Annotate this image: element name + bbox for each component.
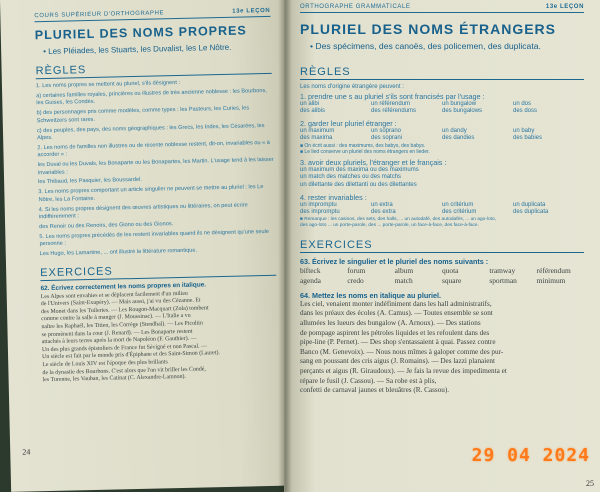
right-page-number: 25 [586, 479, 594, 488]
left-page-number: 24 [22, 447, 31, 457]
exercise-63-row [300, 276, 584, 286]
exercise-line: attachés à leurs terres après la mort de Napoléon (F. Gauthier). — [41, 335, 197, 346]
rule-item: a) certaines familles royales, princières ou illustres de très ancienne noblesse : les Bourbons, les Guises, les Condés. [36, 87, 267, 107]
rule-2-singulars [300, 128, 584, 136]
word: un duplicata [513, 201, 546, 208]
word: des dandies [442, 135, 475, 142]
rule-item: les Duval ou les Duvals, les Bonaparte ou les Bonapartes, les Martin. L'usage tend à les laisser invariables : [37, 156, 274, 176]
word: des extra [371, 209, 396, 216]
word: bifteck [300, 265, 321, 275]
exercise-line: Le siècle de Louis XIV est l'époque des plus brillants [42, 359, 168, 369]
exercise-line: sang en poussant des cris aigus (J. Romains). — Des lazzi planaient [300, 357, 496, 366]
word: des impromptu [300, 209, 340, 216]
word: un extra [371, 201, 393, 208]
word: quota [441, 265, 459, 275]
word: un référendum [371, 100, 411, 107]
exercise-line: Un siècle est fait par le monde pris d'Épiphane et des Saint-Simon (Lauret). [42, 350, 221, 361]
right-header-lesson: 13e LEÇON [545, 4, 584, 10]
word: un dos [513, 100, 532, 107]
rule-4: 4. rester invariables : [300, 192, 367, 202]
exercise-line: Les ciel, venaient monter indéfiniment dans les hall administratifs, [300, 299, 492, 308]
exercise-line: Un des plus grands épistoliers de France fut Sévigné et non Pascal. — [41, 343, 208, 353]
exercise-line: Banco (M. Genevoix). — Nous nous mîmes à galoper comme des pur- [300, 347, 504, 356]
word: des duplicata [513, 209, 549, 216]
right-rules [300, 84, 584, 229]
word: un dandy [442, 127, 467, 134]
exercise-63-row [300, 266, 584, 276]
rule-4-note: ■ Remarque : les casinos, des sets, des halls, ... un autodafé, des autodafés, ... un ago-loto, [300, 216, 496, 222]
word: tramway [489, 265, 516, 275]
left-header-course: COURS SUPÉRIEUR D'ORTHOGRAPHE [34, 10, 165, 20]
rules-intro: Les noms d'origine étrangère peuvent : [300, 84, 404, 90]
rule-item: 2. Les noms de familles non illustres ou de récente noblesse restent, dit-on, invariables ou « à accorder » : [37, 139, 270, 159]
word: un soprano [371, 127, 402, 134]
left-header [34, 8, 270, 22]
word: un baby [513, 127, 535, 134]
word: agenda [300, 275, 321, 285]
rule-item: c) des peuples, des pays, des noms géographiques : les Grecs, les Indes, les Césarées, les Alpes. [36, 122, 265, 142]
exercise-line: Les Alpes sont envahies et se déplacent facilement d'un milieu [40, 290, 188, 300]
word: square [441, 275, 462, 285]
rule-item: les Thibaud, les Pasquier, les Boussardel. [38, 177, 142, 186]
exercise-62-title: 62. Écrivez correctement les noms propres en italique. [40, 281, 207, 292]
exercise-64-title: 64. Mettez les noms en italique au pluriel. [300, 290, 441, 300]
rule-3-line: un maximum des maxima ou des maximums [300, 166, 419, 173]
exercise-line: perçants et aigus (R. Giraudoux). — Je fais la revue des impedimenta et [300, 366, 507, 375]
exercise-line: de la dynastie des Bourbons. C'est alors que l'on vit briller les Condé, [42, 365, 206, 376]
exercise-line: répare le fusil (J. Cassou). — Sa robe est à plis, [300, 376, 437, 385]
word: des référendums [371, 108, 417, 115]
word: sportman [489, 275, 517, 285]
rule-item: 1. Les noms propres se mettent au pluriel, s'ils désignent : [35, 79, 181, 90]
exercise-line: naître les Raphaël, les Titien, les Corrège (Stendhal). — Les Picoltin [41, 320, 203, 331]
rule-item: Les Hugo, les Lamartine, ... ont illustré la littérature romantique. [39, 247, 198, 258]
word: forum [347, 265, 366, 275]
left-rules-list [36, 78, 276, 259]
left-page-subtitle: • Les Pléiades, les Stuarts, les Duvalist, les Le Nôtre. [43, 42, 232, 57]
right-header [300, 4, 584, 13]
word: des bungalows [442, 108, 483, 115]
left-rules-heading: RÈGLES [35, 60, 271, 79]
rule-3-line: un dilettante des dilettanti ou des dilettantes [300, 181, 417, 188]
word: des alibis [300, 108, 326, 115]
rule-item: b) des personnages pris comme modèles, comme types : les Pasteurs, les Curies, les Schweitzers sont rares. [36, 105, 250, 124]
rule-3-line: un match des matches ou des matchs [300, 174, 402, 181]
right-header-course: ORTHOGRAPHE GRAMMATICALE [300, 4, 411, 10]
right-page-title: PLURIEL DES NOMS ÉTRANGERS [300, 21, 556, 37]
word: un critérium [442, 201, 474, 208]
right-rules-heading: RÈGLES [300, 66, 584, 80]
word: des critérium [442, 209, 477, 216]
exercise-64-text [300, 300, 584, 396]
exercise-line: les Turenne, les Vauban, les Catinat (C. Alexandre-Lamnon). [42, 374, 187, 384]
date-stamp: 29 04 2024 [471, 445, 590, 466]
right-exercises-heading: EXERCICES [300, 239, 584, 253]
rule-4-singulars [300, 202, 584, 210]
word: des doss [513, 108, 538, 115]
word: credo [347, 275, 364, 285]
word: un bungalow [442, 100, 477, 107]
rule-item: 5. Les noms propres précédés de les restent invariables quand ils ne désignent qu'une seule personne : [39, 228, 270, 248]
left-page-title: PLURIEL DES NOMS PROPRES [34, 23, 247, 43]
rule-4-plurals [300, 209, 584, 217]
word: un maximum [300, 127, 335, 134]
rule-2-note: ■ Le lied conserve un pluriel des noms étrangers en lieder. [300, 149, 430, 156]
exercise-line: se promènent dans la cour (J. Renard). — Les Bonaparte restent [41, 328, 193, 338]
right-page-subtitle: • Des spécimens, des canoës, des policemen, des duplicata. [310, 41, 541, 51]
word: des babies [513, 135, 543, 142]
rule-2-plurals [300, 135, 584, 143]
word: minimum [536, 275, 566, 285]
rule-1: 1. prendre une s au pluriel s'ils sont francisés par l'usage : [300, 91, 485, 101]
word: des soprani [371, 135, 403, 142]
exercise-62-text [41, 288, 279, 384]
word: album [394, 265, 414, 275]
book-gutter [278, 0, 292, 492]
exercise-line: de pompage aspirent les pétroles liquides et les refoulent dans des [300, 328, 490, 337]
word: référendum [536, 265, 571, 275]
rule-2-note: ■ On écrit aussi : des maximums, des babys, des babys. [300, 142, 426, 149]
word: des maxima [300, 135, 333, 142]
rule-item: 3. Les noms propres comportant un article singulier ne peuvent se mettre au pluriel : les Le Nôtre, les La Fontaine. [38, 184, 264, 203]
right-page [284, 0, 600, 492]
exercise-line: comme contre la salle à manger (J. Moussinac). — L'Italie a vu [41, 313, 191, 323]
exercise-line: confetti de carnaval jaunes et bleuâtres (R. Cassou). [300, 386, 450, 395]
exercise-line: allumées les lueurs des bungalow (A. Arnoux). — Des stations [300, 318, 481, 327]
exercise-line: des Monet dans les Tuileries. — Les Rougon-Macquart (Zola) tombent [41, 305, 209, 315]
word: un impromptu [300, 201, 337, 208]
rule-item: des Renoir ou des Renoirs, des Giono ou des Gionos. [39, 221, 174, 231]
left-page [0, 0, 297, 492]
left-exercises-heading: EXERCICES [40, 261, 276, 280]
exercise-line: de l'Univers (Saint-Exupéry). — Mais aussi, j'ai vu des Cézanne. Et [40, 297, 201, 308]
exercise-63-title: 63. Écrivez le singulier et le pluriel des noms suivants : [300, 256, 489, 266]
rule-1-plurals [300, 108, 584, 116]
rule-item: 4. Si les noms propres désignent des œuvres artistiques ou littéraires, on peut écrire indifféremment : [38, 202, 248, 221]
rule-3: 3. avoir deux pluriels, l'étranger et le français : [300, 157, 447, 167]
exercise-line: pipe-line (P. Pernet). — Des shop s'entassaient à quai. Passez contre [300, 338, 496, 347]
rule-1-singulars [300, 101, 584, 109]
word: match [394, 275, 413, 285]
rule-2: 2. garder leur pluriel étranger : [300, 118, 397, 128]
exercise-line: dans les préaux des écoles (A. Camus). — Toutes ensemble se sont [300, 309, 493, 318]
rule-4-note: des ago-loto ... un porte-parole, des ... porte-parole, un face-à-face, des face-à-face. [300, 222, 479, 228]
word: un alibi [300, 100, 320, 107]
left-header-lesson: 13e LEÇON [232, 7, 271, 15]
